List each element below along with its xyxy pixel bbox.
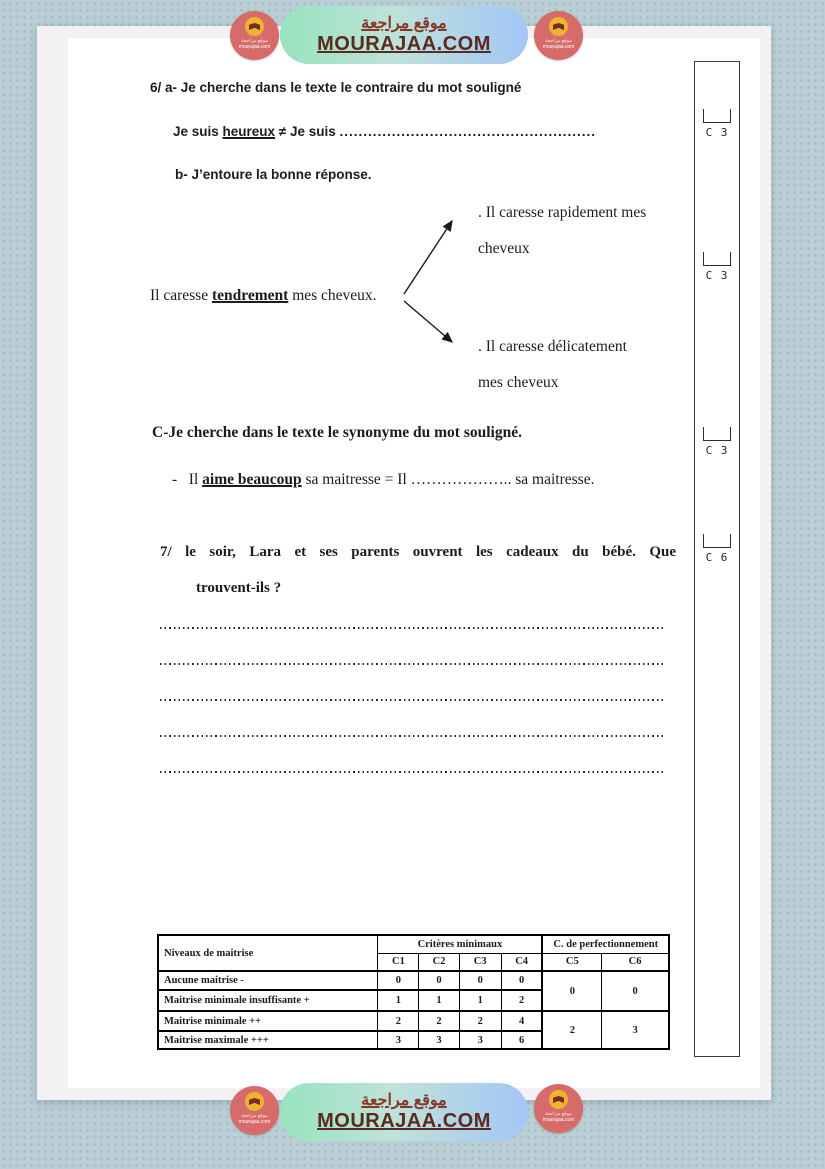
competency-mark-3	[695, 427, 739, 457]
grading-table	[157, 934, 670, 1050]
answer-line-3[interactable]	[160, 699, 663, 701]
choice-bottom-line1[interactable]: . Il caresse délicatement	[478, 338, 627, 355]
table-cell: 2	[501, 990, 542, 1011]
exercise6c-fill-line	[172, 471, 594, 489]
logo-sun-icon	[549, 17, 568, 36]
logo-sun-icon	[245, 1092, 264, 1111]
competency-mark-4	[695, 534, 739, 564]
arrow-up-icon	[404, 221, 452, 294]
table-row-label: Aucune maitrise -	[158, 971, 378, 990]
table-cell: 1	[378, 990, 419, 1011]
bracket-icon	[703, 534, 731, 548]
table-cell: 0	[501, 971, 542, 990]
bracket-icon	[703, 109, 731, 123]
logo-text-domain: mourajaa.com	[542, 1116, 575, 1123]
answer-line-4[interactable]	[160, 735, 663, 737]
table-cell: 6	[501, 1031, 542, 1049]
table-cell: 0	[419, 971, 459, 990]
fill-mid: Je suis	[289, 124, 340, 139]
header-site-name-arabic[interactable]: موقع مراجعة	[361, 14, 447, 32]
table-cell: 2	[419, 1011, 459, 1031]
fill-suffix: sa maitresse.	[511, 471, 595, 488]
dash-bullet: -	[172, 471, 178, 488]
footer-logo-right[interactable]	[534, 1084, 583, 1133]
col-header-c5: C5	[542, 953, 601, 971]
answer-dots: ......................................................	[339, 124, 597, 139]
table-cell: 2	[378, 1011, 419, 1031]
answer-line-1[interactable]	[160, 627, 663, 629]
book-icon	[553, 1096, 564, 1103]
exercise6b-title: b- J’entoure la bonne réponse.	[175, 167, 372, 182]
answer-line-5[interactable]	[160, 771, 663, 773]
bracket-icon	[703, 252, 731, 266]
fill-prefix: Il	[188, 471, 203, 488]
logo-text-domain: mourajaa.com	[238, 1118, 271, 1125]
book-icon	[249, 1098, 260, 1105]
footer-site-name-arabic[interactable]: موقع مراجعة	[361, 1091, 447, 1109]
table-row-label: Maitrise maximale +++	[158, 1031, 378, 1049]
table-row-label: Maitrise minimale ++	[158, 1011, 378, 1031]
fill-mid: sa maitresse = Il	[301, 471, 411, 488]
col-header-c2: C2	[419, 953, 459, 971]
table-cell-c5-merged-bottom: 2	[542, 1011, 601, 1049]
bracket-icon	[703, 427, 731, 441]
logo-text-arabic: موقع مراجعة	[241, 1113, 268, 1119]
competency-label: C 3	[705, 126, 729, 139]
header-site-domain-link[interactable]: MOURAJAA.COM	[317, 33, 491, 56]
competency-label: C 3	[705, 444, 729, 457]
table-group-criteres-minimaux: Critères minimaux	[378, 935, 543, 953]
branch-arrows	[400, 205, 470, 350]
table-cell: 3	[378, 1031, 419, 1049]
table-row-label: Maitrise minimale insuffisante +	[158, 990, 378, 1011]
answer-dots: ………………..	[410, 471, 512, 488]
exercise6a-title: 6/ a- Je cherche dans le texte le contraire du mot souligné	[150, 80, 522, 95]
logo-sun-icon	[549, 1090, 568, 1109]
stem-suffix: mes cheveux.	[288, 287, 377, 304]
logo-text-arabic: موقع مراجعة	[241, 38, 268, 44]
table-cell: 3	[419, 1031, 459, 1049]
competency-strip	[694, 61, 740, 1057]
logo-sun-icon	[245, 17, 264, 36]
choice-top-line1[interactable]: . Il caresse rapidement mes	[478, 204, 647, 221]
table-cell-c5-merged-top: 0	[542, 971, 601, 1011]
col-header-c3: C3	[459, 953, 501, 971]
competency-label: C 6	[705, 551, 729, 564]
col-header-c4: C4	[501, 953, 542, 971]
fill-prefix: Je suis	[173, 124, 223, 139]
table-cell: 1	[419, 990, 459, 1011]
table-cell-c6-merged-top: 0	[602, 971, 669, 1011]
page-sheet	[68, 38, 760, 1088]
logo-text-domain: mourajaa.com	[238, 43, 271, 50]
arrow-down-icon	[404, 301, 452, 342]
choice-bottom-line2[interactable]: mes cheveux	[478, 374, 559, 391]
grading-table-wrapper	[157, 934, 670, 1050]
table-header-levels: Niveaux de maitrise	[158, 935, 378, 971]
choice-top-line2[interactable]: cheveux	[478, 240, 530, 257]
table-cell: 2	[459, 1011, 501, 1031]
answer-line-2[interactable]	[160, 663, 663, 665]
footer-brand-pill	[280, 1083, 528, 1141]
logo-text-arabic: موقع مراجعة	[545, 38, 572, 44]
logo-text-arabic: موقع مراجعة	[545, 1111, 572, 1117]
header-logo-right[interactable]	[534, 11, 583, 60]
table-cell-c6-merged-bottom: 3	[602, 1011, 669, 1049]
col-header-c1: C1	[378, 953, 419, 971]
exercise7-line2: trouvent-ils ?	[196, 580, 282, 596]
diagram-stem	[150, 287, 377, 305]
col-header-c6: C6	[602, 953, 669, 971]
header-logo-left[interactable]	[230, 11, 279, 60]
underlined-word-heureux: heureux	[222, 124, 276, 139]
exercise6a-fill-line	[173, 124, 596, 139]
table-cell: 1	[459, 990, 501, 1011]
stem-prefix: Il caresse	[150, 287, 212, 304]
book-icon	[553, 23, 564, 30]
underlined-word-aime-beaucoup: aime beaucoup	[202, 471, 302, 488]
table-cell: 0	[378, 971, 419, 990]
table-group-perfectionnement: C. de perfectionnement	[542, 935, 669, 953]
underlined-word-tendrement: tendrement	[211, 287, 289, 304]
table-cell: 4	[501, 1011, 542, 1031]
footer-logo-left[interactable]	[230, 1086, 279, 1135]
book-icon	[249, 23, 260, 30]
competency-label: C 3	[705, 269, 729, 282]
competency-mark-1	[695, 109, 739, 139]
logo-text-domain: mourajaa.com	[542, 43, 575, 50]
table-cell: 3	[459, 1031, 501, 1049]
exercise7-line1: 7/ le soir, Lara et ses parents ouvrent les cadeaux du bébé. Que	[160, 544, 676, 560]
not-equal-sign: ≠	[275, 124, 290, 139]
competency-mark-2	[695, 252, 739, 282]
footer-site-domain-link[interactable]: MOURAJAA.COM	[317, 1110, 491, 1133]
header-brand-pill	[280, 6, 528, 64]
exercise6c-title: C-Je cherche dans le texte le synonyme du mot souligné.	[152, 424, 522, 441]
table-cell: 0	[459, 971, 501, 990]
